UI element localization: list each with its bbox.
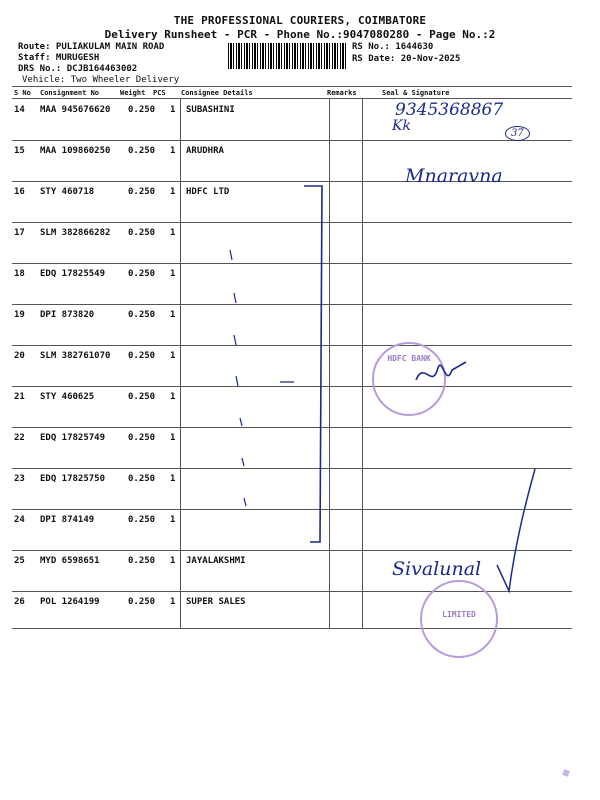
- row-pcs: 1: [170, 474, 176, 484]
- row-sno: 19: [14, 310, 25, 320]
- row-pcs: 1: [170, 556, 176, 566]
- row-pcs: 1: [170, 433, 176, 443]
- row-weight: 0.250: [128, 597, 156, 607]
- row-consignee: ARUDHRA: [186, 146, 224, 156]
- row-consignment: STY 460625: [40, 392, 95, 402]
- row-pcs: 1: [170, 597, 176, 607]
- row-pcs: 1: [170, 392, 176, 402]
- handwritten-signature-row16: Mnaravna: [405, 165, 503, 187]
- col-pcs: PCS: [153, 89, 166, 97]
- row-sno: 25: [14, 556, 25, 566]
- row-sno: 20: [14, 351, 25, 361]
- row-sno: 14: [14, 105, 25, 115]
- row-pcs: 1: [170, 105, 176, 115]
- row-sno: 18: [14, 269, 25, 279]
- row-weight: 0.250: [128, 474, 156, 484]
- header-top-rule: [12, 86, 572, 87]
- row-sno: 22: [14, 433, 25, 443]
- drs-number: DRS No.: DCJB164463002: [18, 64, 138, 74]
- row-consignee: SUBASHINI: [186, 105, 235, 115]
- col-seal: Seal & Signature: [382, 89, 450, 97]
- bracket-mark: [180, 180, 340, 550]
- row-weight: 0.250: [128, 433, 156, 443]
- rs-number: RS No.: 1644630: [352, 42, 434, 52]
- row-weight: 0.250: [128, 146, 156, 156]
- row-consignee: SUPER SALES: [186, 597, 246, 607]
- row-weight: 0.250: [128, 228, 156, 238]
- row-pcs: 1: [170, 187, 176, 197]
- row-weight: 0.250: [128, 187, 156, 197]
- col-remarks: Remarks: [327, 89, 357, 97]
- row-weight: 0.250: [128, 269, 156, 279]
- company-stamp: [420, 580, 498, 658]
- col-consignee: Consignee Details: [181, 89, 253, 97]
- row-consignment: EDQ 17825750: [40, 474, 106, 484]
- row-pcs: 1: [170, 269, 176, 279]
- vehicle-label: Vehicle: Two Wheeler Delivery: [22, 75, 180, 85]
- row-consignment: STY 460718: [40, 187, 95, 197]
- row-consignment: MAA 109860250: [40, 146, 111, 156]
- row-consignee: JAYALAKSHMI: [186, 556, 246, 566]
- row-consignment: MYD 6598651: [40, 556, 100, 566]
- row-pcs: 1: [170, 351, 176, 361]
- handwritten-initials: Kk: [392, 118, 411, 134]
- row-weight: 0.250: [128, 351, 156, 361]
- bank-stamp-text: HDFC BANK: [387, 354, 431, 363]
- row-sno: 15: [14, 146, 25, 156]
- checkmark-stroke: [485, 465, 545, 595]
- handwritten-phone: 9345368867: [395, 100, 504, 120]
- row-weight: 0.250: [128, 392, 156, 402]
- row-divider: [12, 140, 572, 141]
- row-pcs: 1: [170, 146, 176, 156]
- row-sno: 16: [14, 187, 25, 197]
- bank-stamp-signature: [412, 350, 472, 400]
- row-consignment: EDQ 17825749: [40, 433, 106, 443]
- barcode: [228, 43, 348, 69]
- row-sno: 21: [14, 392, 25, 402]
- row-pcs: 1: [170, 228, 176, 238]
- row-consignment: SLM 382866282: [40, 228, 111, 238]
- row-consignment: EDQ 17825549: [40, 269, 106, 279]
- company-title: THE PROFESSIONAL COURIERS, COIMBATORE: [173, 14, 427, 27]
- row-pcs: 1: [170, 310, 176, 320]
- row-sno: 17: [14, 228, 25, 238]
- runsheet-title: Delivery Runsheet - PCR - Phone No.:9047080280 - Page No.:2: [104, 28, 496, 41]
- company-stamp-text: LIMITED: [442, 610, 476, 619]
- staff-label: Staff: MURUGESH: [18, 53, 100, 63]
- handwritten-circled-number: 37: [505, 126, 530, 141]
- rs-date: RS Date: 20-Nov-2025: [352, 54, 461, 64]
- row-weight: 0.250: [128, 556, 156, 566]
- row-consignment: DPI 874149: [40, 515, 95, 525]
- row-sno: 26: [14, 597, 25, 607]
- row-consignment: POL 1264199: [40, 597, 100, 607]
- row-weight: 0.250: [128, 515, 156, 525]
- row-consignment: DPI 873820: [40, 310, 95, 320]
- row-weight: 0.250: [128, 105, 156, 115]
- handwritten-signature-row25: Sivalunal: [392, 558, 482, 580]
- row-pcs: 1: [170, 515, 176, 525]
- row-weight: 0.250: [128, 310, 156, 320]
- row-sno: 24: [14, 515, 25, 525]
- row-sno: 23: [14, 474, 25, 484]
- col-sno: S No: [14, 89, 31, 97]
- ink-smudge: [562, 769, 570, 777]
- row-consignment: SLM 382761070: [40, 351, 111, 361]
- col-consignment: Consignment No: [40, 89, 100, 97]
- col-weight: Weight: [120, 89, 146, 97]
- row-consignment: MAA 945676620: [40, 105, 111, 115]
- row-consignee: HDFC LTD: [186, 187, 230, 197]
- route-label: Route: PULIAKULAM MAIN ROAD: [18, 42, 165, 52]
